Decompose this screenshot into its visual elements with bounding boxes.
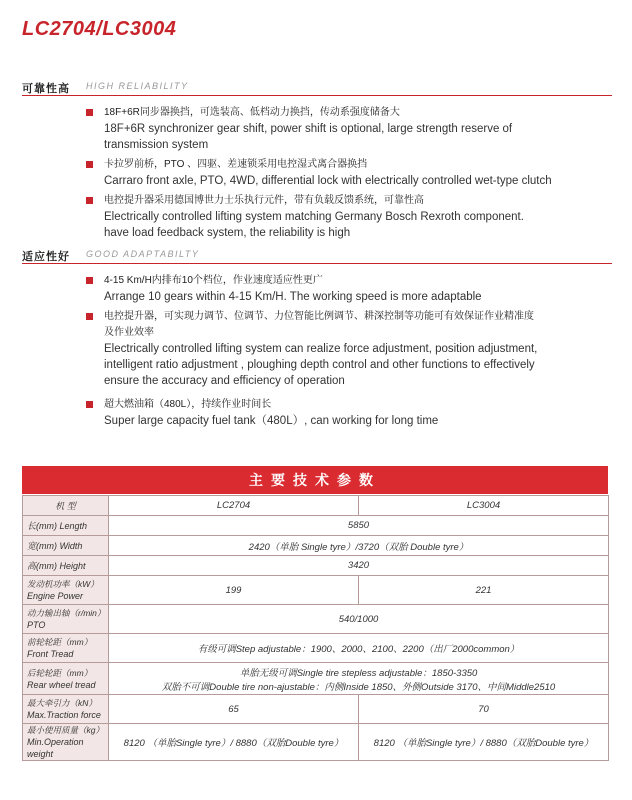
bullet-zh: 卡拉罗前桥，PTO 、四驱、差速锁采用电控湿式离合器换挡	[104, 159, 368, 170]
row-label: 长(mm) Length	[23, 516, 109, 536]
table-row	[23, 724, 609, 761]
bullet-item	[86, 397, 606, 429]
table-row	[23, 556, 609, 576]
bullet-item	[86, 309, 606, 389]
section-title-zh: 可靠性高	[22, 83, 70, 95]
row-label-en: Max.Traction force	[27, 710, 101, 720]
bullet-zh: 电控提升器，可实现力调节、位调节、力位智能比例调节、耕深控制等功能可有效保证作业精准度	[104, 311, 534, 322]
row-label: 宽(mm) Width	[23, 536, 109, 556]
row-label-en: Min.Operation weight	[27, 737, 84, 759]
row-label-en: PTO	[27, 620, 46, 630]
row-label-zh: 动力输出轴（r/min）	[27, 608, 106, 618]
table-row	[23, 605, 609, 634]
table-row	[23, 634, 609, 663]
table-row	[23, 516, 609, 536]
row-value-lc3004: 70	[359, 695, 609, 724]
bullet-en: Carraro front axle, PTO, 4WD, differential lock with electrically controlled wet-type clutch	[104, 175, 552, 187]
bullet-zh: 4-15 Km/H内排布10个档位，作业速度适应性更广	[104, 275, 323, 286]
row-label-zh: 前轮轮距（mm）	[27, 637, 93, 647]
bullet-item	[86, 105, 606, 153]
row-label-zh: 后轮轮距（mm）	[27, 667, 93, 678]
row-label-zh: 最小使用质量（kg）	[27, 725, 104, 735]
table-header-row	[23, 496, 609, 516]
row-label	[23, 724, 109, 761]
row-value-lc2704: 199	[109, 576, 359, 605]
row-label	[23, 634, 109, 663]
bullet-en: transmission system	[104, 139, 209, 151]
page-title: LC2704/LC3004	[22, 18, 177, 40]
row-value	[109, 663, 609, 695]
row-value: 5850	[109, 516, 609, 536]
row-label-en: Front Tread	[27, 649, 74, 659]
bullet-zh: 超大燃油箱（480L），持续作业时间长	[104, 399, 272, 410]
bullet-en: 18F+6R synchronizer gear shift, power shift is optional, large strength reserve of	[104, 123, 513, 135]
row-value: 540/1000	[109, 605, 609, 634]
row-label	[23, 605, 109, 634]
table-row	[23, 576, 609, 605]
row-label-zh: 发动机功率（kW）	[27, 579, 99, 589]
bullet-square-icon	[86, 161, 93, 168]
row-value-line: 双胎不可调Double tire non-ajustable：内侧Inside 1850、外侧Outside 3170、中间Middle2510	[161, 681, 556, 693]
bullet-square-icon	[86, 313, 93, 320]
row-label	[23, 576, 109, 605]
spec-table-title: 主要技术参数	[249, 472, 381, 488]
bullet-en: Electrically controlled lifting system can realize force adjustment, position adjustment,	[104, 343, 538, 355]
table-row	[23, 695, 609, 724]
bullet-item	[86, 273, 606, 305]
row-value: 2420（单胎 Single tyre）/3720（双胎 Double tyre）	[109, 536, 609, 556]
row-label	[23, 663, 109, 695]
table-row	[23, 663, 609, 695]
row-label-en: Rear wheel tread	[27, 679, 96, 690]
section-divider	[22, 263, 612, 264]
row-value-lc3004: 221	[359, 576, 609, 605]
bullet-square-icon	[86, 109, 93, 116]
bullet-en: Super large capacity fuel tank（480L）, can working for long time	[104, 415, 439, 427]
header-model-lc2704: LC2704	[109, 496, 359, 516]
section-header-adaptability	[22, 248, 612, 264]
spec-table	[22, 495, 609, 761]
row-value-lc2704: 65	[109, 695, 359, 724]
row-label: 高(mm) Height	[23, 556, 109, 576]
bullet-en: Arrange 10 gears within 4-15 Km/H. The working speed is more adaptable	[104, 291, 482, 303]
row-value-line: 单胎无级可调Single tire stepless adjustable：1850-3350	[239, 667, 478, 679]
row-label-en: Engine Power	[27, 591, 84, 601]
bullet-en: Electrically controlled lifting system matching Germany Bosch Rexroth component.	[104, 211, 524, 223]
bullet-zh: 电控提升器采用德国博世力士乐执行元件，带有负载反馈系统，可靠性高	[104, 195, 424, 206]
bullet-item	[86, 193, 606, 241]
row-value: 3420	[109, 556, 609, 576]
row-value: 有级可调Step adjustable：1900、2000、2100、2200（出厂2000common）	[109, 634, 609, 663]
spec-table-title-bar	[22, 466, 608, 494]
row-label	[23, 695, 109, 724]
bullet-zh: 18F+6R同步器换挡，可选装高、低档动力换挡，传动系强度储备大	[104, 107, 400, 118]
section-divider	[22, 95, 612, 96]
row-value-lc3004: 8120 （单胎Single tyre）/ 8880（双胎Double tyre）	[359, 724, 609, 761]
header-model-lc3004: LC3004	[359, 496, 609, 516]
section-title-en: GOOD ADAPTABILTY	[86, 249, 200, 259]
bullet-zh: 及作业效率	[104, 327, 154, 338]
bullet-en: ensure the accuracy and efficiency of operation	[104, 375, 345, 387]
row-label-zh: 最大牵引力（kN）	[27, 698, 97, 708]
section-title-zh: 适应性好	[22, 251, 70, 263]
bullet-square-icon	[86, 277, 93, 284]
bullet-item	[86, 157, 606, 189]
bullet-en: have load feedback system, the reliability is high	[104, 227, 351, 239]
table-row	[23, 536, 609, 556]
bullet-square-icon	[86, 197, 93, 204]
section-header-reliability	[22, 80, 612, 96]
bullet-en: intelligent ratio adjustment , ploughing depth control and other functions to effectively	[104, 359, 535, 371]
row-value-lc2704: 8120 （单胎Single tyre）/ 8880（双胎Double tyre）	[109, 724, 359, 761]
header-model-label: 机 型	[23, 496, 109, 516]
section-title-en: HIGH RELIABILITY	[86, 81, 189, 91]
bullet-square-icon	[86, 401, 93, 408]
